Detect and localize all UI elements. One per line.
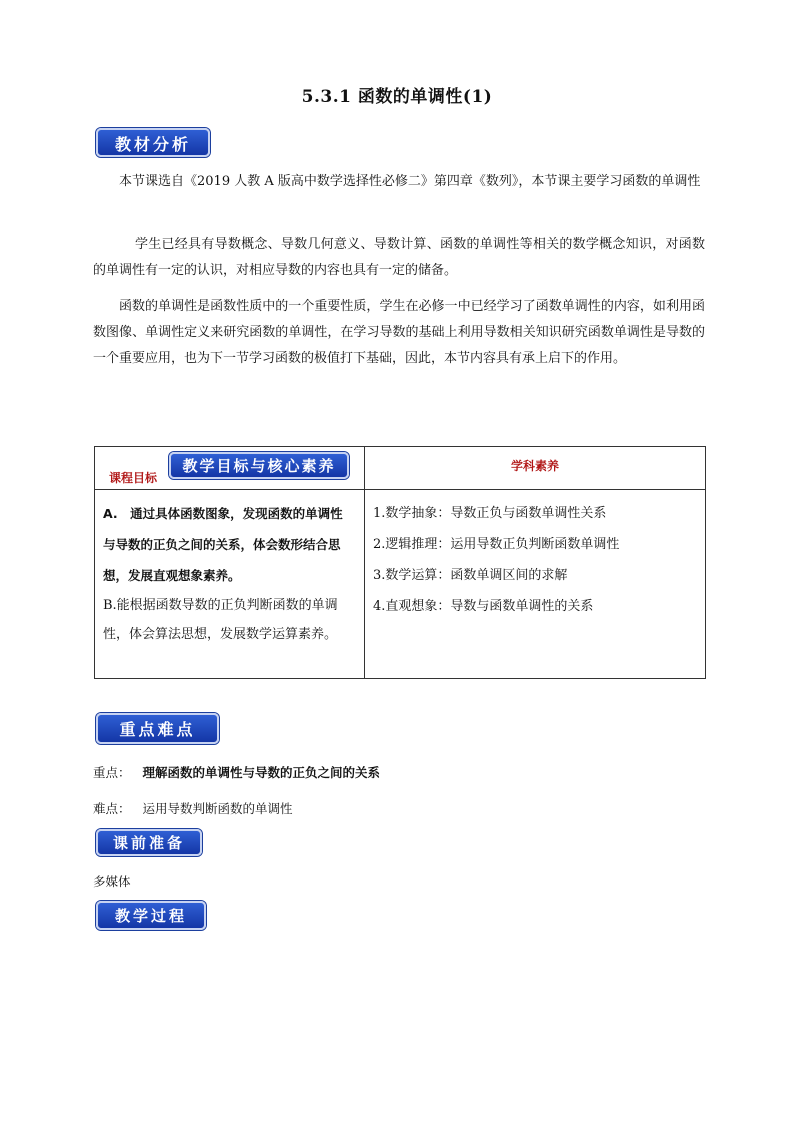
section-badge-goals: 教学目标与核心素养 — [169, 452, 349, 479]
key-point-label: 重点： — [93, 765, 131, 780]
section-badge-analysis: 教材分析 — [96, 128, 210, 157]
literacy-item-2: 2.逻辑推理：运用导数正负判断函数单调性 — [373, 537, 620, 552]
section-badge-key-points: 重点难点 — [96, 713, 219, 744]
header-course-goals: 课程目标 — [109, 471, 158, 485]
analysis-paragraph-2: 学生已经具有导数概念、导数几何意义、导数计算、函数的单调性等相关的数学概念知识，对函数的单调性有一定的认识，对相应导数的内容也具有一定的储备。 — [93, 237, 705, 278]
goal-a: A. 通过具体函数图象，发现函数的单调性与导数的正负之间的关系，体会数形结合思想，发展直观想象素养。 — [103, 506, 343, 583]
literacy-item-4: 4.直观想象：导数与函数单调性的关系 — [373, 599, 594, 614]
analysis-paragraph-1: 本节课选自《2019 人教 A 版高中数学选择性必修二》第四章《数列》，本节课主要学习函数的单调性 — [119, 174, 701, 189]
section-badge-process: 教学过程 — [96, 901, 206, 930]
goal-b: B.能根据函数导数的正负判断函数的单调性，体会算法思想，发展数学运算素养。 — [103, 598, 338, 642]
goals-header-right — [365, 447, 706, 490]
key-point-line — [93, 763, 380, 781]
difficult-point-label: 难点： — [93, 801, 131, 816]
analysis-paragraph-3: 函数的单调性是函数性质中的一个重要性质，学生在必修一中已经学习了函数单调性的内容，如利用函数图像、单调性定义来研究函数的单调性，在学习导数的基础上利用导数相关知识研究函数单调性是导数的一个重要应用，也为下一节学习函数的极值打下基础，因此，本节内容具有承上启下的作用。 — [93, 299, 705, 366]
literacy-item-3: 3.数学运算：函数单调区间的求解 — [373, 568, 568, 583]
literacy-item-1: 1.数学抽象：导数正负与函数单调性关系 — [373, 506, 607, 521]
header-subject-literacy: 学科素养 — [510, 459, 559, 473]
goals-cell — [95, 490, 365, 679]
difficult-point-line — [93, 799, 293, 817]
section-badge-preparation: 课前准备 — [96, 829, 202, 856]
preparation-text: 多媒体 — [93, 874, 131, 889]
difficult-point-text: 运用导数判断函数的单调性 — [142, 801, 293, 816]
goals-table — [94, 446, 706, 679]
goals-header-left — [95, 447, 365, 490]
literacy-cell — [365, 490, 706, 679]
key-point-text: 理解函数的单调性与导数的正负之间的关系 — [142, 765, 381, 780]
page-title: 5.3.1 函数的单调性(1) — [301, 87, 493, 107]
